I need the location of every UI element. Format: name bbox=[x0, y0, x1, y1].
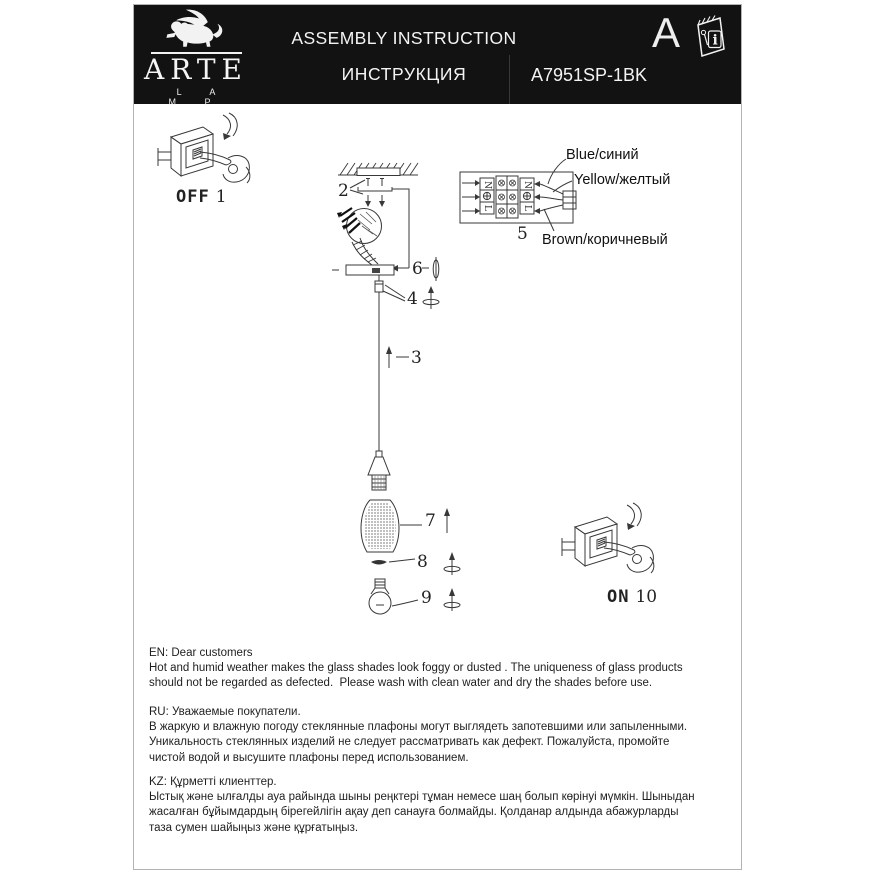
notice-line: EN: Dear customers bbox=[149, 647, 253, 659]
step-10: 10 bbox=[635, 587, 658, 607]
step-7-shade: 7 bbox=[425, 511, 436, 531]
corner-letter: A bbox=[652, 9, 681, 56]
step-2-bracket: 2 bbox=[338, 181, 349, 201]
header-divider bbox=[509, 55, 510, 104]
terminal-marking-l: L bbox=[482, 205, 492, 211]
wire-label-yellow: Yellow/желтый bbox=[574, 172, 671, 188]
instruction-sheet bbox=[133, 4, 742, 870]
terminal-marking-l: L bbox=[522, 205, 532, 211]
step-6-canopy: 6 bbox=[412, 259, 423, 279]
notice-kz bbox=[149, 775, 729, 836]
notice-line: RU: Уважаемые покупатели. bbox=[149, 706, 301, 718]
step-1: 1 bbox=[215, 187, 227, 207]
notice-line: чистой водой и высушите плафоны перед использованием. bbox=[149, 751, 469, 764]
notice-line: should not be regarded as defected. Please wash with clean water and dry the shades before use. bbox=[149, 677, 653, 690]
off-switch-label bbox=[176, 187, 227, 207]
terminal-marking-n: N bbox=[522, 181, 532, 189]
on-switch-label bbox=[607, 587, 657, 607]
on-word: ON bbox=[607, 587, 630, 607]
wire-label-blue: Blue/синий bbox=[566, 147, 639, 163]
terminal-marking-n: N bbox=[482, 181, 492, 189]
notice-line: Hot and humid weather makes the glass shades look foggy or dusted . The uniqueness of glass products bbox=[149, 662, 683, 675]
wire-label-brown: Brown/коричневый bbox=[542, 232, 668, 248]
title-en: ASSEMBLY INSTRUCTION bbox=[291, 28, 517, 48]
step-5-terminal: 5 bbox=[517, 224, 528, 244]
title-ru: ИНСТРУКЦИЯ bbox=[341, 64, 467, 84]
step-9-bulb: 9 bbox=[421, 588, 432, 608]
header-bar bbox=[134, 5, 741, 107]
step-4-cord-grip: 4 bbox=[407, 289, 418, 309]
notice-line: жасалған бұйымдардың бірегейлігін ақау деп санауға болмайды. Қолданар алдында абажурларды bbox=[149, 806, 679, 819]
step-8-ring: 8 bbox=[417, 552, 428, 572]
notice-line: таза сумен шайыңыз және құрғатыңыз. bbox=[149, 821, 359, 834]
info-letter: i bbox=[712, 32, 718, 49]
manual-info-book-icon bbox=[690, 11, 730, 63]
step-3-cable: 3 bbox=[411, 348, 422, 368]
brand-sub: L A M P bbox=[168, 87, 229, 107]
assembly-diagram bbox=[134, 104, 741, 641]
notice-line: В жаркую и влажную погоду стеклянные плафоны могут выглядеть запотевшими или запыленными. bbox=[149, 721, 688, 734]
off-word: OFF bbox=[176, 187, 210, 207]
notice-ru bbox=[149, 705, 729, 766]
brand-name: ARTE bbox=[144, 53, 248, 86]
notice-line: KZ: Құрметті клиенттер. bbox=[149, 776, 277, 788]
arte-winged-lion-logo bbox=[154, 8, 244, 52]
notice-en bbox=[149, 646, 729, 692]
notice-line: Ыстық және ылғалды ауа райында шыны реңктері тұман немесе шаң болып көрінуі мүмкін. Шыныдан bbox=[149, 791, 695, 804]
model-number: A7951SP-1BK bbox=[530, 65, 648, 85]
notice-line: Уникальность стеклянных изделий не следует рассматривать как дефект. Пожалуйста, промойте bbox=[149, 736, 670, 749]
